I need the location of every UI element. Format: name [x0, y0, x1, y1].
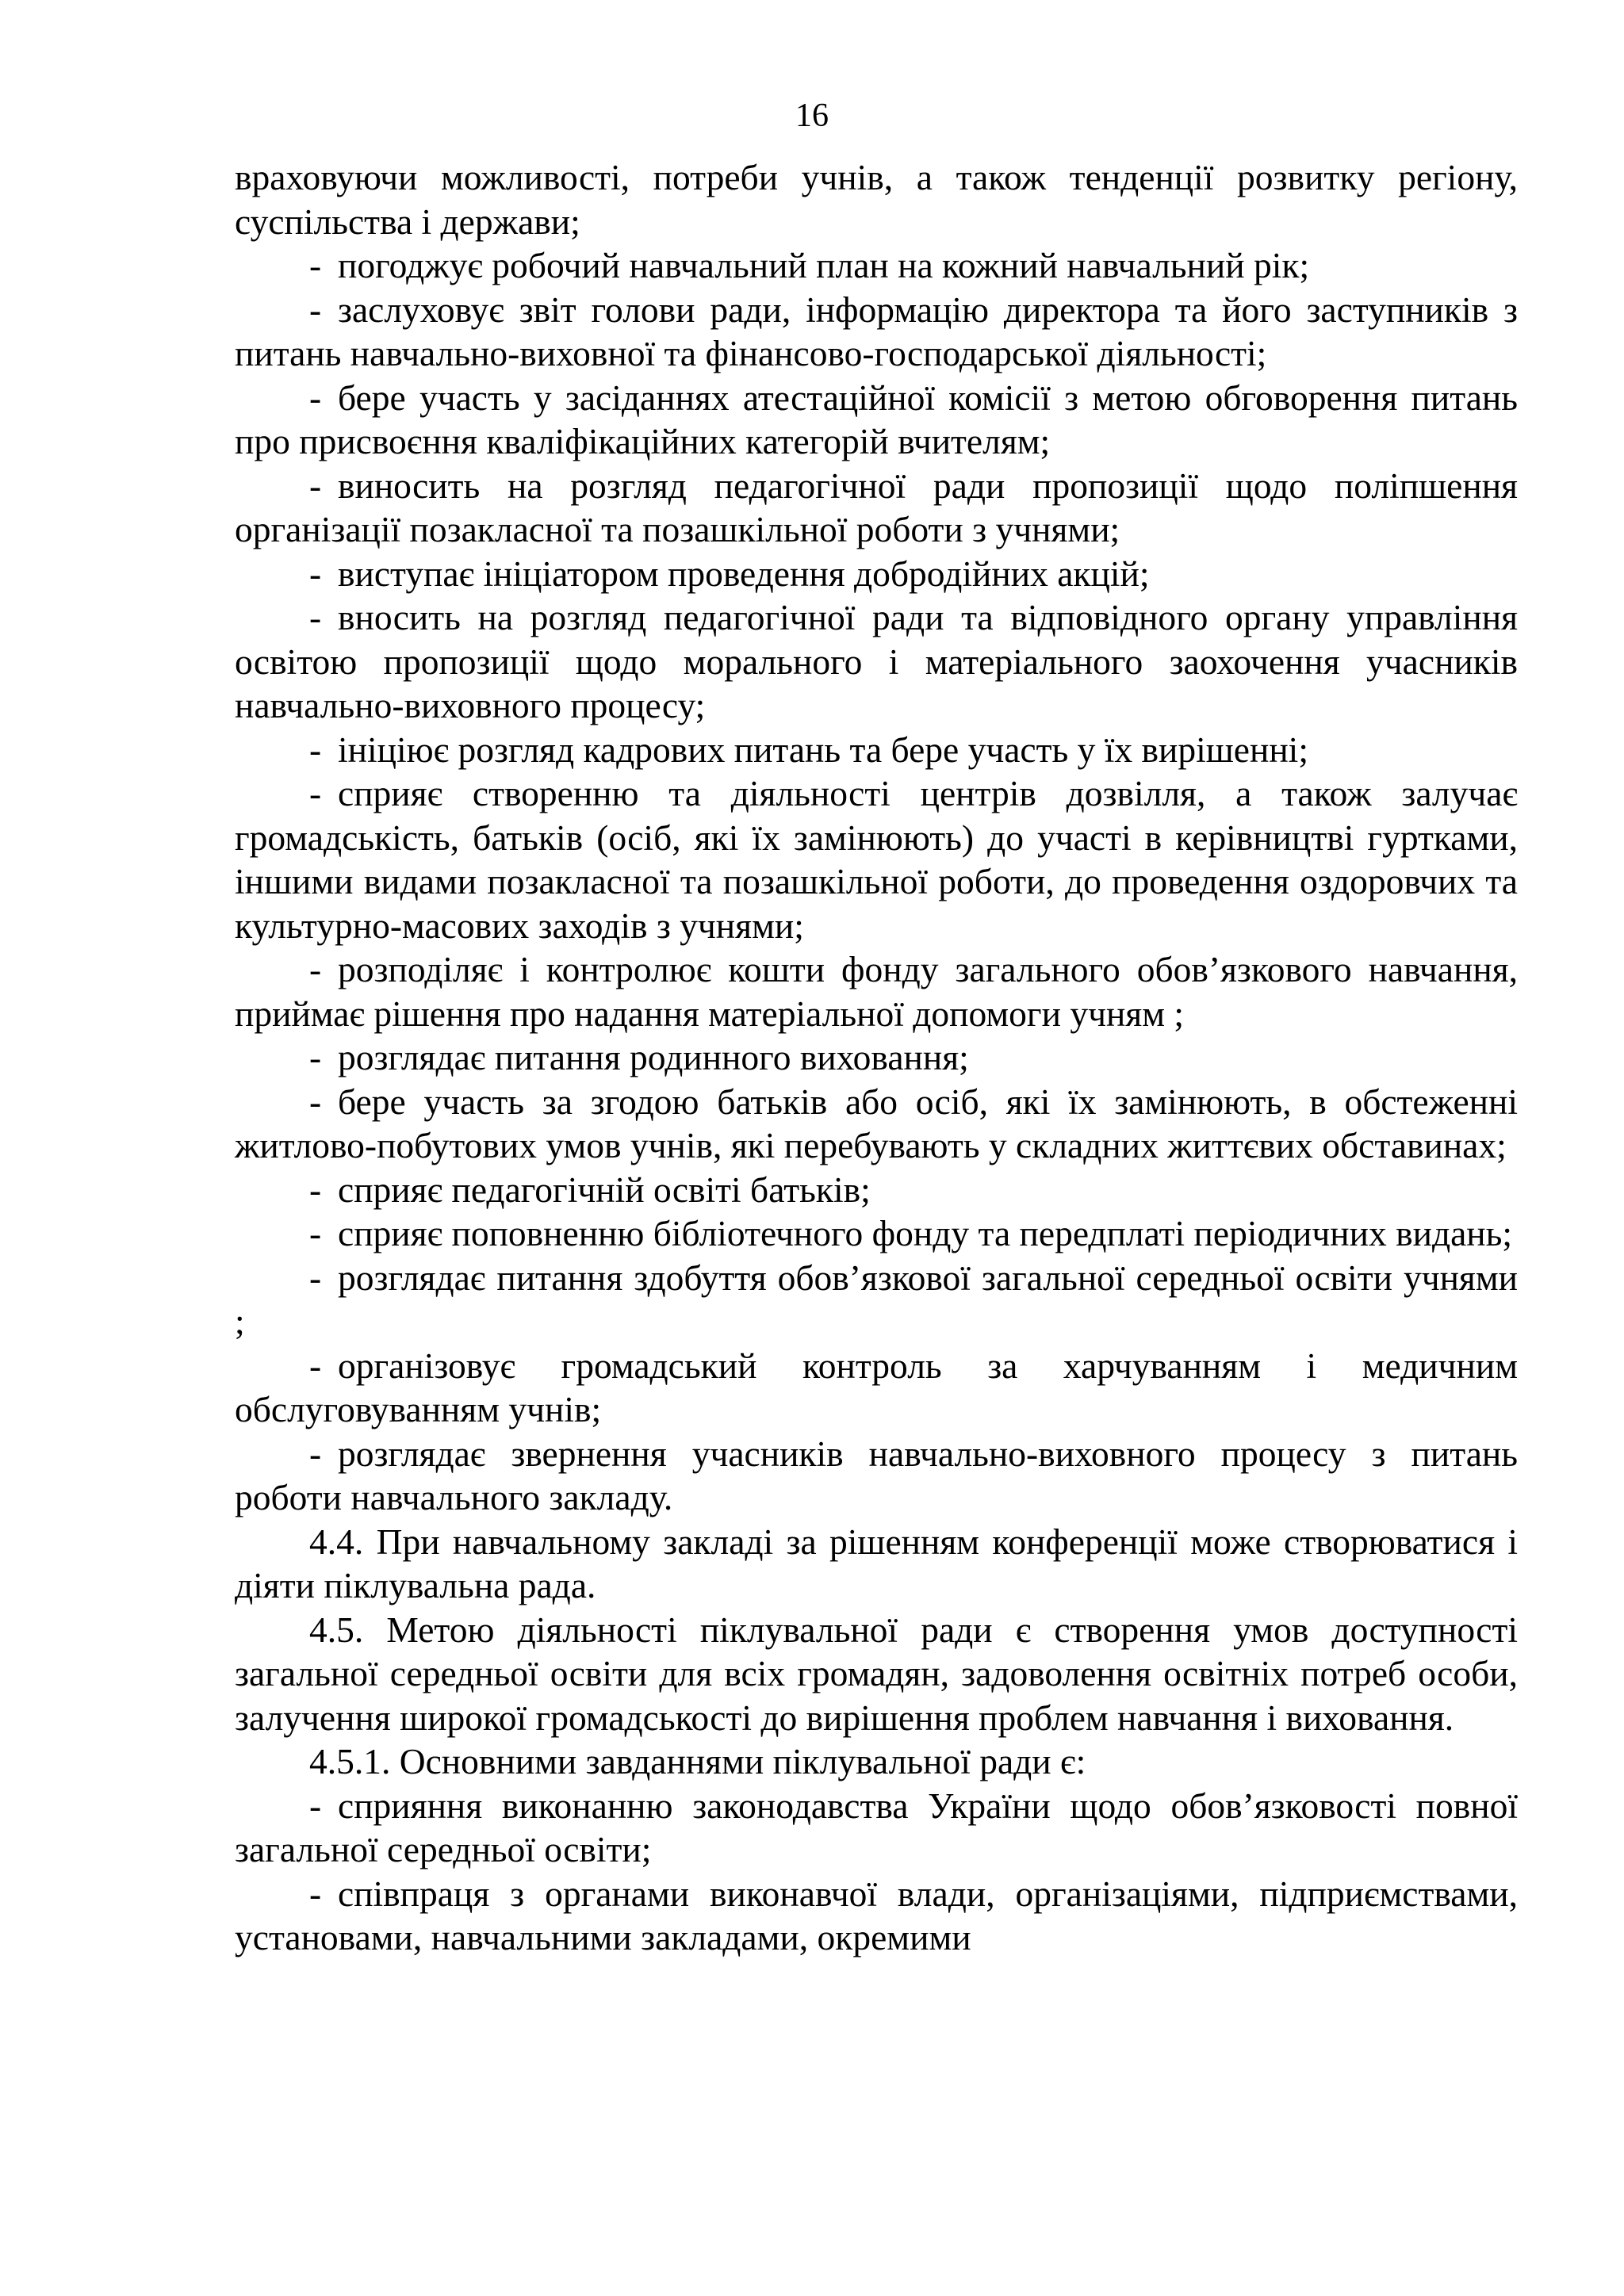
list-item	[235, 1344, 1518, 1432]
list-dash: -	[309, 1213, 322, 1253]
page-number: 16	[795, 98, 829, 134]
list-dash: -	[309, 1785, 322, 1826]
list-item	[235, 1035, 1518, 1080]
list-item	[235, 1256, 1518, 1344]
list-item-text: заслуховує звіт голови ради, інформацію директора та його заступників з питань навчально-виховної та фінансово-господарської діяльності;	[235, 289, 1518, 373]
list-item-text: розглядає звернення учасників навчально-виховного процесу з питань роботи навчального закладу.	[235, 1433, 1518, 1517]
list-item	[235, 243, 1518, 288]
continued-paragraph: враховуючи можливості, потреби учнів, а також тенденції розвитку регіону, суспільства і держави;	[235, 157, 1518, 242]
list-item-text: виносить на розгляд педагогічної ради пропозиції щодо поліпшення організації позакласної та позашкільної роботи з учнями;	[235, 465, 1518, 549]
list-item-text: розглядає питання здобуття обов’язкової загальної середньої освіти учнями ;	[235, 1257, 1518, 1341]
list-item-text: виступає ініціатором проведення добродійних акцій;	[338, 553, 1150, 594]
list-dash: -	[309, 289, 322, 330]
section-4-5: 4.5. Метою діяльності піклувальної ради є створення умов доступності загальної середньої освіти для всіх громадян, задоволення освітніх потреб особи, залучення широкої громадськості до вирішення проблем навчання і виховання.	[235, 1609, 1518, 1738]
list-dash: -	[309, 377, 322, 418]
list-item	[235, 1211, 1518, 1256]
list-item-text: вносить на розгляд педагогічної ради та відповідного органу управління освітою пропозиції щодо морального і матеріального заохочення учасників навчально-виховного процесу;	[235, 597, 1518, 725]
task-item	[235, 1784, 1518, 1872]
list-item	[235, 464, 1518, 552]
task-item-text: сприяння виконанню законодавства України щодо обов’язковості повної загальної середньої освіти;	[235, 1785, 1518, 1869]
list-dash: -	[309, 773, 322, 813]
list-dash: -	[309, 729, 322, 770]
list-item-text: ініціює розгляд кадрових питань та бере участь у їх вирішенні;	[338, 729, 1308, 770]
list-item	[235, 376, 1518, 464]
list-dash: -	[309, 1081, 322, 1122]
list-item-text: сприяє педагогічній освіті батьків;	[338, 1169, 871, 1210]
list-item	[235, 552, 1518, 596]
task-item	[235, 1872, 1518, 1960]
list-item	[235, 728, 1518, 772]
list-item-text: бере участь за згодою батьків або осіб, які їх замінюють, в обстеженні житлово-побутових умов учнів, які перебувають у складних життєвих обставинах;	[235, 1081, 1518, 1165]
list-dash: -	[309, 597, 322, 637]
list-item	[235, 1080, 1518, 1168]
section-4-5-1-heading: 4.5.1. Основними завданнями піклувальної ради є:	[309, 1741, 1086, 1781]
list-item-text: сприяє створенню та діяльності центрів дозвілля, а також залучає громадськість, батьків (осіб, які їх замінюють) до участі в керівництві гуртками, іншими видами позакласної та позашкільної роботи, до проведення оздоровчих та культурно-масових заходів з учнями;	[235, 773, 1518, 946]
list-dash: -	[309, 1345, 322, 1386]
list-dash: -	[309, 465, 322, 506]
list-dash: -	[309, 1257, 322, 1298]
list-dash: -	[309, 553, 322, 594]
list-item-text: сприяє поповненню бібліотечного фонду та передплаті періодичних видань;	[338, 1213, 1513, 1253]
list-item-text: розподіляє і контролює кошти фонду загального обов’язкового навчання, приймає рішення про надання матеріальної допомоги учням ;	[235, 949, 1518, 1034]
task-item-text: співпраця з органами виконавчої влади, організаціями, підприємствами, установами, навчальними закладами, окремими	[235, 1873, 1518, 1957]
list-item	[235, 1168, 1518, 1212]
list-item-text: розглядає питання родинного виховання;	[338, 1037, 969, 1077]
list-dash: -	[309, 245, 322, 285]
list-dash: -	[309, 1433, 322, 1474]
section-4-4: 4.4. При навчальному закладі за рішенням конференції може створюватися і діяти піклувальна рада.	[235, 1521, 1518, 1605]
page-body	[235, 155, 1518, 1960]
list-dash: -	[309, 1169, 322, 1210]
list-dash: -	[309, 949, 322, 989]
list-item-text: бере участь у засіданнях атестаційної комісії з метою обговорення питань про присвоєння кваліфікаційних категорій вчителям;	[235, 377, 1518, 461]
list-item	[235, 1432, 1518, 1520]
list-item	[235, 595, 1518, 728]
list-item	[235, 288, 1518, 376]
list-dash: -	[309, 1037, 322, 1077]
list-item-text: організовує громадський контроль за харчуванням і медичним обслуговуванням учнів;	[235, 1345, 1518, 1429]
list-item	[235, 947, 1518, 1035]
list-item	[235, 771, 1518, 947]
list-dash: -	[309, 1873, 322, 1914]
list-item-text: погоджує робочий навчальний план на кожний навчальний рік;	[338, 245, 1310, 285]
